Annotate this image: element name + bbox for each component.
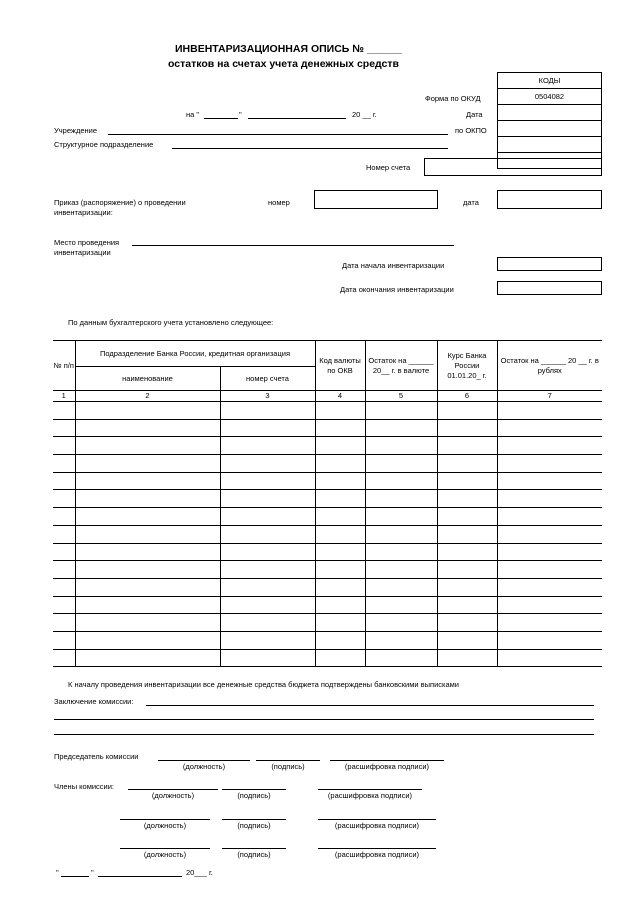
table-cell[interactable]	[437, 578, 497, 596]
conclusion-line-2[interactable]	[54, 719, 594, 720]
table-cell[interactable]	[315, 419, 365, 437]
okpo-label: по ОКПО	[455, 126, 487, 135]
table-cell[interactable]	[365, 419, 437, 437]
table-row	[53, 596, 602, 614]
table-cell[interactable]	[75, 649, 220, 667]
member2-position[interactable]: (должность)	[120, 819, 210, 830]
table-cell[interactable]	[315, 508, 365, 526]
table-cell[interactable]	[437, 631, 497, 649]
division-label: Структурное подразделение	[54, 140, 154, 149]
table-cell[interactable]	[75, 631, 220, 649]
table-cell[interactable]	[75, 614, 220, 632]
account-number-box[interactable]	[424, 158, 602, 176]
institution-line[interactable]	[108, 134, 448, 135]
table-cell[interactable]	[53, 649, 75, 667]
okpo-code[interactable]	[498, 120, 601, 136]
table-cell[interactable]	[437, 649, 497, 667]
table-row	[53, 543, 602, 561]
order-date-label: дата	[463, 198, 479, 207]
table-cell[interactable]	[315, 472, 365, 490]
table-cell[interactable]	[315, 543, 365, 561]
table-cell[interactable]	[315, 402, 365, 420]
table-cell[interactable]	[315, 437, 365, 455]
table-cell[interactable]	[220, 631, 315, 649]
table-cell[interactable]	[220, 419, 315, 437]
table-cell[interactable]	[75, 508, 220, 526]
col-num-header: № п/п	[53, 341, 75, 391]
member1-position[interactable]: (должность)	[128, 789, 218, 800]
table-cell[interactable]	[75, 561, 220, 579]
table-cell[interactable]	[365, 561, 437, 579]
table-cell[interactable]	[75, 419, 220, 437]
place-label: Место проведения инвентаризации	[54, 238, 120, 257]
date-prefix: на "	[186, 110, 200, 119]
bottom-date-q2: "	[91, 868, 94, 877]
table-cell[interactable]	[437, 419, 497, 437]
col-number-5: 5	[365, 391, 437, 402]
table-cell[interactable]	[437, 455, 497, 473]
table-cell[interactable]	[437, 543, 497, 561]
account-number-label: Номер счета	[366, 163, 411, 172]
date-label: Дата	[466, 110, 483, 119]
col-number-3: 3	[220, 391, 315, 402]
col-balance-currency-header: Остаток на ______ 20__ г. в валюте	[365, 341, 437, 391]
table-cell[interactable]	[365, 525, 437, 543]
table-cell[interactable]	[365, 490, 437, 508]
order-number-label: номер	[268, 198, 290, 207]
table-cell[interactable]	[315, 561, 365, 579]
table-cell[interactable]	[220, 455, 315, 473]
table-cell[interactable]	[437, 508, 497, 526]
chairman-label: Председатель комиссии	[54, 752, 139, 761]
table-row	[53, 437, 602, 455]
place-line[interactable]	[132, 245, 454, 246]
table-cell[interactable]	[315, 649, 365, 667]
table-cell[interactable]	[497, 543, 602, 561]
table-row	[53, 490, 602, 508]
okud-code: 0504082	[498, 88, 601, 104]
table-cell[interactable]	[75, 490, 220, 508]
table-cell[interactable]	[53, 631, 75, 649]
codes-block	[497, 72, 602, 169]
table-cell[interactable]	[53, 596, 75, 614]
table-row	[53, 561, 602, 579]
table-row	[53, 649, 602, 667]
col-number-4: 4	[315, 391, 365, 402]
col-code-header: Код валюты по ОКВ	[315, 341, 365, 391]
table-cell[interactable]	[220, 490, 315, 508]
chairman-position[interactable]: (должность)	[158, 760, 250, 771]
table-cell[interactable]	[497, 490, 602, 508]
table-row	[53, 508, 602, 526]
table-cell[interactable]	[497, 455, 602, 473]
col-number-7: 7	[497, 391, 602, 402]
table-cell[interactable]	[497, 578, 602, 596]
table-cell[interactable]	[497, 472, 602, 490]
member3-position[interactable]: (должность)	[120, 848, 210, 859]
table-cell[interactable]	[75, 578, 220, 596]
inventory-table	[53, 340, 602, 667]
table-cell[interactable]	[220, 437, 315, 455]
table-cell[interactable]	[365, 614, 437, 632]
table-cell[interactable]	[437, 402, 497, 420]
table-cell[interactable]	[437, 472, 497, 490]
table-cell[interactable]	[220, 578, 315, 596]
table-cell[interactable]	[220, 649, 315, 667]
form-okud-label: Форма по ОКУД	[425, 94, 481, 103]
table-row	[53, 631, 602, 649]
table-cell[interactable]	[220, 472, 315, 490]
table-cell[interactable]	[437, 437, 497, 455]
table-cell[interactable]	[75, 402, 220, 420]
table-row	[53, 525, 602, 543]
table-cell[interactable]	[365, 472, 437, 490]
member2-decoding[interactable]: (расшифровка подписи)	[318, 819, 436, 830]
chairman-decoding[interactable]: (расшифровка подписи)	[330, 760, 444, 771]
table-cell[interactable]	[53, 402, 75, 420]
member3-decoding[interactable]: (расшифровка подписи)	[318, 848, 436, 859]
table-cell[interactable]	[497, 631, 602, 649]
table-cell[interactable]	[365, 437, 437, 455]
table-cell[interactable]	[497, 649, 602, 667]
order-number-box[interactable]	[314, 190, 438, 209]
table-cell[interactable]	[365, 596, 437, 614]
table-cell[interactable]	[220, 543, 315, 561]
table-cell[interactable]	[315, 614, 365, 632]
table-cell[interactable]	[220, 614, 315, 632]
table-cell[interactable]	[53, 419, 75, 437]
table-row	[53, 455, 602, 473]
table-cell[interactable]	[365, 543, 437, 561]
col-number-6: 6	[437, 391, 497, 402]
table-cell[interactable]	[497, 596, 602, 614]
table-cell[interactable]	[497, 614, 602, 632]
bottom-date-q1: "	[56, 868, 59, 877]
table-cell[interactable]	[75, 472, 220, 490]
table-cell[interactable]	[365, 508, 437, 526]
table-cell[interactable]	[220, 561, 315, 579]
codes-empty-1[interactable]	[498, 136, 601, 152]
table-cell[interactable]	[53, 578, 75, 596]
order-label: Приказ (распоряжение) о проведении инвентаризации:	[54, 198, 186, 217]
table-cell[interactable]	[53, 508, 75, 526]
date-month-line[interactable]	[248, 118, 346, 119]
col-name-header: наименование	[75, 367, 220, 391]
table-cell[interactable]	[437, 614, 497, 632]
table-cell[interactable]	[497, 419, 602, 437]
col-account-header: номер счета	[220, 367, 315, 391]
table-cell[interactable]	[53, 614, 75, 632]
table-cell[interactable]	[53, 525, 75, 543]
table-cell[interactable]	[437, 596, 497, 614]
table-cell[interactable]	[53, 543, 75, 561]
table-row	[53, 578, 602, 596]
member3-signature[interactable]: (подпись)	[222, 848, 286, 859]
table-row	[53, 419, 602, 437]
date-year: 20 __ г.	[352, 110, 377, 119]
table-cell[interactable]	[497, 525, 602, 543]
table-cell[interactable]	[437, 525, 497, 543]
title-line2: остатков на счетах учета денежных средств	[168, 58, 399, 70]
table-cell[interactable]	[220, 402, 315, 420]
table-cell[interactable]	[437, 490, 497, 508]
table-cell[interactable]	[497, 402, 602, 420]
members-label: Члены комиссии:	[54, 782, 115, 791]
col-division-header: Подразделение Банка России, кредитная организация	[75, 341, 315, 367]
codes-header: КОДЫ	[538, 76, 561, 85]
table-cell[interactable]	[315, 490, 365, 508]
end-date-label: Дата окончания инвентаризации	[340, 285, 454, 294]
table-cell[interactable]	[315, 631, 365, 649]
table-cell[interactable]	[437, 561, 497, 579]
division-line[interactable]	[172, 148, 448, 149]
table-cell[interactable]	[315, 596, 365, 614]
table-cell[interactable]	[220, 525, 315, 543]
table-cell[interactable]	[53, 490, 75, 508]
table-cell[interactable]	[365, 649, 437, 667]
table-cell[interactable]	[315, 578, 365, 596]
bottom-date-month[interactable]	[98, 876, 182, 877]
date-day-line[interactable]	[204, 118, 238, 119]
table-row	[53, 614, 602, 632]
table-cell[interactable]	[53, 472, 75, 490]
table-cell[interactable]	[365, 402, 437, 420]
confirm-text: К началу проведения инвентаризации все денежные средства бюджета подтверждены банковскими выписками	[68, 680, 459, 689]
col-balance-rub-header: Остаток на ______ 20 __ г. в рублях	[497, 341, 602, 391]
table-cell[interactable]	[53, 455, 75, 473]
title-line1: ИНВЕНТАРИЗАЦИОННАЯ ОПИСЬ № ______	[175, 43, 402, 55]
col-number-2: 2	[75, 391, 220, 402]
member1-signature[interactable]: (подпись)	[222, 789, 286, 800]
col-number-1: 1	[53, 391, 75, 402]
start-date-box[interactable]	[497, 257, 602, 271]
conclusion-label: Заключение комиссии:	[54, 697, 134, 706]
table-cell[interactable]	[497, 437, 602, 455]
table-cell[interactable]	[497, 561, 602, 579]
table-cell[interactable]	[497, 508, 602, 526]
col-rate-header: Курс Банка России 01.01.20_ г.	[437, 341, 497, 391]
bottom-date-day[interactable]	[61, 876, 89, 877]
institution-label: Учреждение	[54, 126, 97, 135]
table-cell[interactable]	[315, 525, 365, 543]
table-cell[interactable]	[220, 508, 315, 526]
table-cell[interactable]	[365, 631, 437, 649]
member1-decoding[interactable]: (расшифровка подписи)	[318, 789, 422, 800]
table-cell[interactable]	[75, 596, 220, 614]
table-body	[53, 402, 602, 667]
order-date-box[interactable]	[497, 190, 602, 209]
table-cell[interactable]	[75, 525, 220, 543]
chairman-signature[interactable]: (подпись)	[256, 760, 320, 771]
table-cell[interactable]	[220, 596, 315, 614]
table-row	[53, 402, 602, 420]
conclusion-line-3[interactable]	[54, 734, 594, 735]
table-cell[interactable]	[75, 437, 220, 455]
table-cell[interactable]	[315, 455, 365, 473]
intro-text: По данным бухгалтерского учета установлено следующее:	[68, 318, 274, 327]
table-cell[interactable]	[53, 437, 75, 455]
conclusion-line-1[interactable]	[146, 705, 594, 706]
table-cell[interactable]	[75, 543, 220, 561]
member2-signature[interactable]: (подпись)	[222, 819, 286, 830]
table-cell[interactable]	[365, 578, 437, 596]
bottom-date-year: 20___ г.	[186, 868, 213, 877]
table-row	[53, 472, 602, 490]
table-cell[interactable]	[365, 455, 437, 473]
table-cell[interactable]	[75, 455, 220, 473]
date-code[interactable]	[498, 104, 601, 120]
start-date-label: Дата начала инвентаризации	[342, 261, 445, 270]
table-cell[interactable]	[53, 561, 75, 579]
date-mid: "	[239, 110, 242, 119]
end-date-box[interactable]	[497, 281, 602, 295]
